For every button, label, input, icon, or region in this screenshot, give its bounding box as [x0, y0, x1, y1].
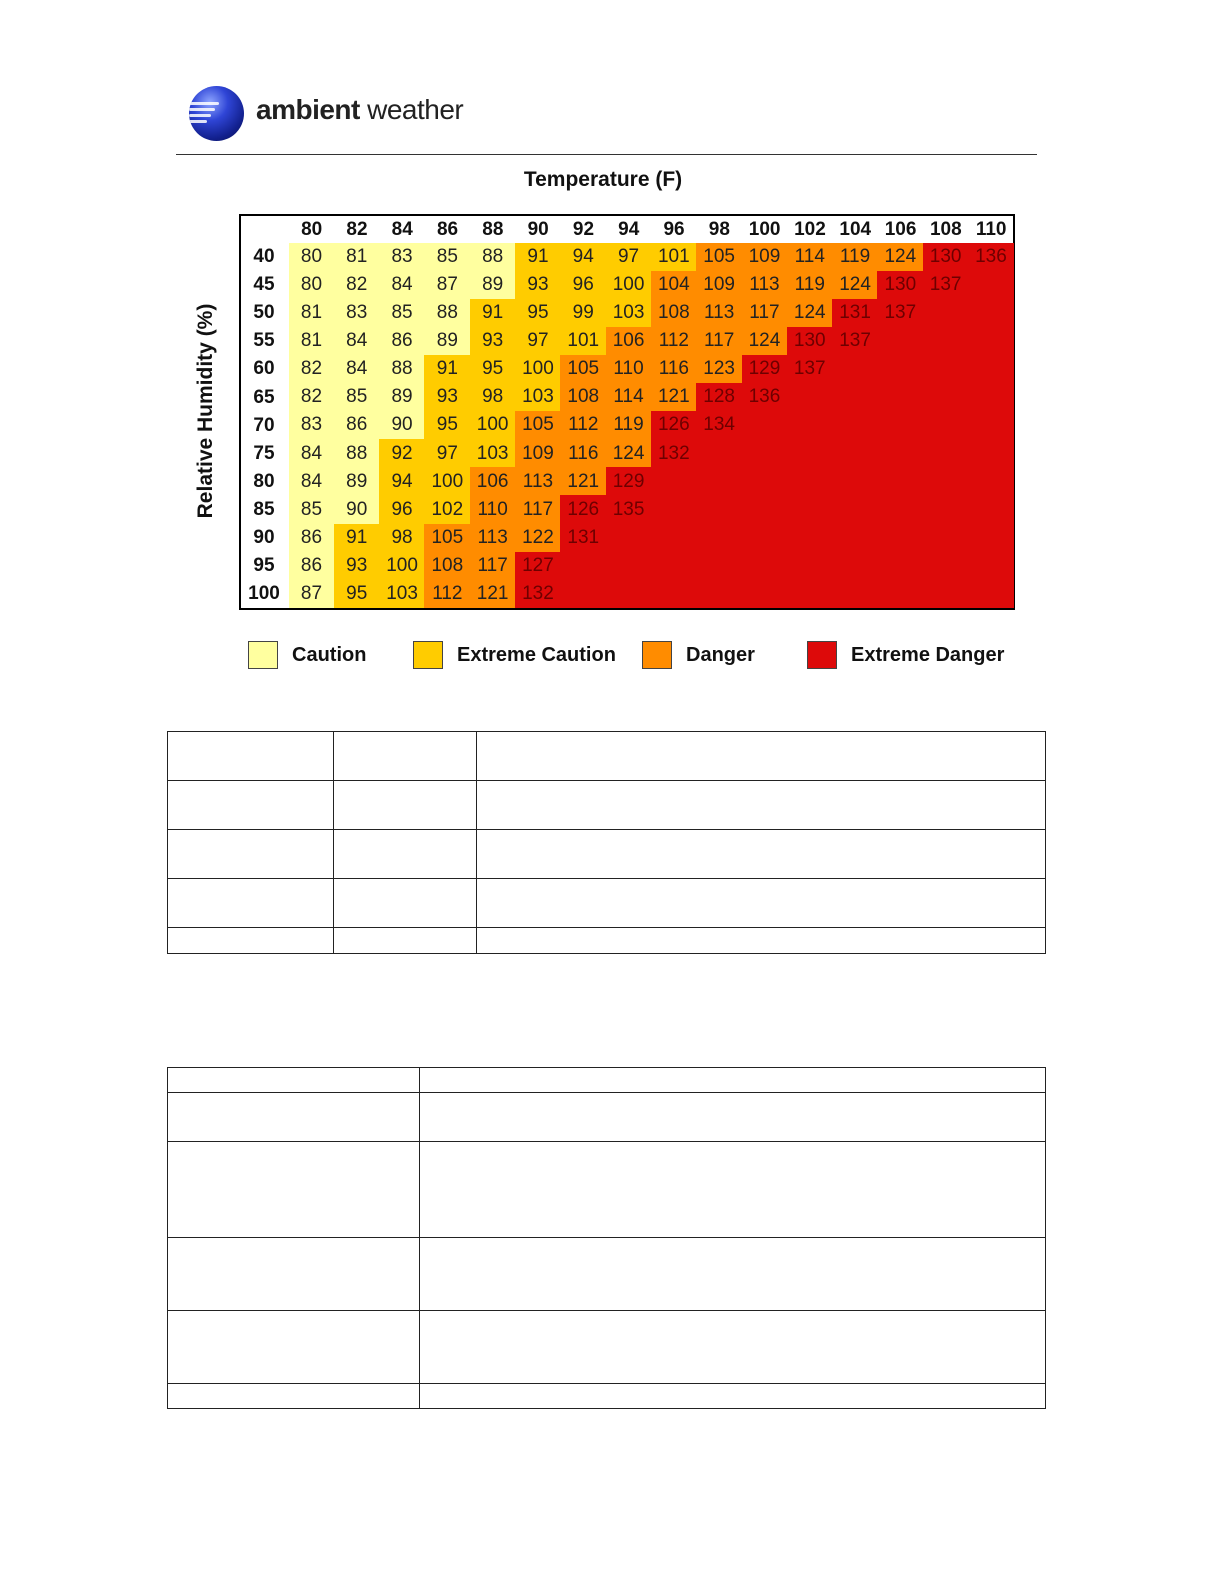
heat-index-cell: 130 — [923, 243, 969, 272]
heat-index-cell: 85 — [379, 299, 425, 328]
heat-index-cell — [560, 580, 606, 609]
heat-index-cell: 104 — [651, 271, 697, 300]
heat-index-cell: 122 — [515, 524, 561, 553]
heat-index-cell — [742, 439, 788, 468]
heat-index-cell — [832, 524, 878, 553]
heat-index-cell — [651, 495, 697, 524]
legend-swatch — [807, 641, 837, 669]
table-row — [168, 1311, 1046, 1384]
humidity-header: 40 — [253, 246, 275, 268]
humidity-header: 95 — [253, 555, 275, 577]
heat-index-cell: 119 — [832, 243, 878, 272]
heat-index-cell: 98 — [470, 383, 516, 412]
temperature-header: 96 — [663, 218, 685, 240]
heat-index-cell: 90 — [379, 411, 425, 440]
heat-index-cell: 109 — [696, 271, 742, 300]
legend-item — [413, 639, 616, 671]
heat-index-cell — [968, 383, 1014, 412]
temperature-header: 92 — [572, 218, 595, 240]
temperature-header: 82 — [346, 218, 368, 240]
heat-index-cell: 124 — [606, 439, 652, 468]
heat-index-cell: 137 — [923, 271, 969, 300]
heat-index-cell — [832, 552, 878, 581]
heat-index-cell — [923, 552, 969, 581]
heat-index-cell: 119 — [606, 411, 652, 440]
heat-index-cell: 100 — [424, 467, 470, 496]
heat-index-cell — [877, 524, 923, 553]
heat-index-cell: 131 — [832, 299, 878, 328]
heat-index-grid — [289, 243, 1015, 610]
heat-index-cell — [923, 439, 969, 468]
heat-index-cell: 88 — [379, 355, 425, 384]
heat-index-cell: 99 — [560, 299, 606, 328]
table-row — [168, 879, 1046, 928]
heat-index-cell: 130 — [877, 271, 923, 300]
legend-swatch — [413, 641, 443, 669]
humidity-header: 85 — [253, 498, 275, 520]
table-row — [168, 928, 1046, 954]
heat-index-cell: 81 — [289, 327, 335, 356]
heat-index-cell: 126 — [560, 495, 606, 524]
heat-index-cell — [968, 271, 1014, 300]
heat-index-cell: 86 — [334, 411, 380, 440]
heat-index-cell: 91 — [334, 524, 380, 553]
heat-index-cell: 87 — [289, 580, 335, 609]
heat-index-cell: 100 — [515, 355, 561, 384]
brand-name: ambient weather — [256, 94, 464, 125]
heat-index-cell: 86 — [379, 327, 425, 356]
humidity-header: 50 — [253, 302, 275, 324]
heat-index-cell — [696, 439, 742, 468]
heat-index-cell: 105 — [515, 411, 561, 440]
temperature-header: 90 — [527, 218, 549, 240]
heat-index-cell — [923, 467, 969, 496]
heat-index-cell — [923, 411, 969, 440]
legend-swatch — [642, 641, 672, 669]
heat-index-cell — [923, 383, 969, 412]
heat-index-cell: 100 — [606, 271, 652, 300]
legend-item — [248, 639, 366, 671]
y-axis-label: Relative Humidity (%) — [194, 303, 217, 519]
heat-index-cell: 117 — [515, 495, 561, 524]
heat-index-cell: 82 — [334, 271, 380, 300]
heat-index-cell: 112 — [424, 580, 470, 609]
heat-index-cell — [877, 495, 923, 524]
heat-index-cell — [968, 524, 1014, 553]
heat-index-cell: 91 — [515, 243, 561, 272]
heat-index-cell: 129 — [742, 355, 788, 384]
heat-index-cell: 121 — [470, 580, 516, 609]
temperature-header: 110 — [975, 218, 1007, 240]
temperature-header: 106 — [884, 218, 917, 240]
heat-index-cell: 89 — [470, 271, 516, 300]
heat-index-cell — [696, 495, 742, 524]
temperature-header: 84 — [391, 218, 413, 240]
heat-index-cell: 93 — [515, 271, 561, 300]
heat-index-cell — [742, 524, 788, 553]
heat-index-cell: 135 — [606, 495, 652, 524]
humidity-header: 45 — [253, 274, 275, 296]
heat-index-cell: 121 — [651, 383, 697, 412]
table-row — [168, 781, 1046, 830]
chart-title: Temperature (F) — [523, 168, 683, 191]
heat-index-cell: 113 — [742, 271, 788, 300]
heat-index-cell: 137 — [877, 299, 923, 328]
heat-index-cell: 95 — [515, 299, 561, 328]
humidity-header: 55 — [253, 330, 275, 352]
heat-index-cell: 103 — [606, 299, 652, 328]
heat-index-cell: 97 — [424, 439, 470, 468]
temperature-header: 102 — [794, 218, 826, 240]
heat-index-cell — [877, 439, 923, 468]
heat-index-cell: 81 — [334, 243, 380, 272]
heat-index-cell: 93 — [470, 327, 516, 356]
heat-index-cell: 134 — [696, 411, 742, 440]
table-row — [168, 1142, 1046, 1238]
heat-index-cell: 80 — [289, 243, 335, 272]
heat-index-cell: 117 — [742, 299, 788, 328]
heat-index-cell — [832, 355, 878, 384]
humidity-header: 80 — [253, 470, 275, 492]
heat-index-cell — [696, 467, 742, 496]
legend-swatch — [248, 641, 278, 669]
heat-index-cell: 84 — [379, 271, 425, 300]
heat-index-cell: 124 — [832, 271, 878, 300]
heat-index-cell: 96 — [379, 495, 425, 524]
heat-index-cell: 84 — [289, 467, 335, 496]
heat-index-cell: 103 — [470, 439, 516, 468]
heat-index-cell: 117 — [470, 552, 516, 581]
heat-index-cell: 85 — [424, 243, 470, 272]
heat-index-cell — [923, 327, 969, 356]
heat-index-cell: 109 — [742, 243, 788, 272]
heat-index-cell — [696, 552, 742, 581]
heat-index-cell — [651, 580, 697, 609]
heat-index-cell: 129 — [606, 467, 652, 496]
heat-index-cell: 95 — [424, 411, 470, 440]
heat-index-cell — [832, 439, 878, 468]
heat-index-cell: 109 — [515, 439, 561, 468]
humidity-header: 70 — [253, 414, 275, 436]
heat-index-cell: 95 — [470, 355, 516, 384]
heat-index-cell — [606, 580, 652, 609]
heat-index-cell: 114 — [787, 243, 833, 272]
humidity-header: 65 — [253, 386, 275, 408]
heat-index-cell: 89 — [424, 327, 470, 356]
temperature-header: 104 — [839, 218, 872, 240]
heat-index-cell: 112 — [560, 411, 606, 440]
heat-index-cell: 124 — [742, 327, 788, 356]
heat-index-cell — [877, 383, 923, 412]
heat-index-cell: 86 — [289, 524, 335, 553]
heat-index-cell: 100 — [379, 552, 425, 581]
heat-index-cell — [968, 327, 1014, 356]
heat-index-cell — [560, 552, 606, 581]
heat-index-cell: 112 — [651, 327, 697, 356]
table-row — [168, 1384, 1046, 1409]
heat-index-cell: 124 — [787, 299, 833, 328]
heat-index-cell: 105 — [424, 524, 470, 553]
temperature-header: 100 — [748, 218, 781, 240]
heat-index-cell — [606, 552, 652, 581]
table-row — [168, 830, 1046, 879]
heat-index-cell: 93 — [424, 383, 470, 412]
heat-index-cell — [968, 299, 1014, 328]
heat-index-cell: 128 — [696, 383, 742, 412]
heat-index-cell — [877, 467, 923, 496]
temperature-header: 94 — [618, 218, 640, 240]
heat-index-cell: 121 — [560, 467, 606, 496]
heat-index-cell: 101 — [560, 327, 606, 356]
temperature-header: 108 — [929, 218, 962, 240]
heat-index-cell: 136 — [968, 243, 1014, 272]
heat-index-cell: 126 — [651, 411, 697, 440]
heat-index-cell: 136 — [742, 383, 788, 412]
heat-index-cell — [742, 495, 788, 524]
heat-index-cell: 84 — [289, 439, 335, 468]
heat-index-cell: 132 — [651, 439, 697, 468]
heat-index-cell: 137 — [787, 355, 833, 384]
heat-index-cell — [742, 552, 788, 581]
table-row — [168, 1068, 1046, 1093]
heat-index-cell — [923, 299, 969, 328]
heat-index-cell: 127 — [515, 552, 561, 581]
header-divider — [176, 154, 1037, 155]
heat-index-cell: 101 — [651, 243, 697, 272]
temperature-header: 98 — [708, 218, 730, 240]
heat-index-cell: 106 — [606, 327, 652, 356]
heat-index-cell — [787, 383, 833, 412]
heat-index-cell — [832, 495, 878, 524]
legend-label: Extreme Danger — [851, 643, 1005, 666]
heat-index-cell: 106 — [470, 467, 516, 496]
heat-index-cell: 119 — [787, 271, 833, 300]
heat-index-cell — [787, 495, 833, 524]
heat-index-cell: 97 — [606, 243, 652, 272]
heat-index-cell — [787, 411, 833, 440]
heat-index-cell: 93 — [334, 552, 380, 581]
heat-index-cell — [651, 467, 697, 496]
heat-index-cell: 91 — [424, 355, 470, 384]
heat-index-cell — [968, 411, 1014, 440]
heat-index-cell: 88 — [470, 243, 516, 272]
heat-index-cell — [877, 327, 923, 356]
heat-index-cell — [877, 580, 923, 609]
heat-index-cell: 100 — [470, 411, 516, 440]
humidity-header: 60 — [253, 358, 275, 380]
heat-index-cell: 94 — [379, 467, 425, 496]
heat-index-cell — [787, 524, 833, 553]
legend-label: Extreme Caution — [457, 643, 616, 666]
heat-index-cell: 116 — [560, 439, 606, 468]
heat-index-cell — [696, 524, 742, 553]
heat-index-cell: 124 — [877, 243, 923, 272]
heat-index-cell — [606, 524, 652, 553]
heat-index-cell: 123 — [696, 355, 742, 384]
heat-index-cell — [968, 580, 1014, 609]
heat-index-cell — [877, 411, 923, 440]
heat-index-cell — [651, 552, 697, 581]
heat-index-cell: 85 — [334, 383, 380, 412]
heat-index-cell: 108 — [424, 552, 470, 581]
heat-index-cell — [923, 355, 969, 384]
heat-index-cell — [877, 552, 923, 581]
table-row — [168, 1238, 1046, 1311]
heat-index-cell: 83 — [334, 299, 380, 328]
heat-index-cell: 108 — [651, 299, 697, 328]
heat-index-cell — [968, 355, 1014, 384]
heat-index-cell — [877, 355, 923, 384]
heat-index-cell: 113 — [470, 524, 516, 553]
heat-index-cell: 84 — [334, 327, 380, 356]
temperature-header: 80 — [301, 218, 323, 240]
heat-index-cell — [696, 580, 742, 609]
heat-index-cell — [742, 411, 788, 440]
heat-index-cell: 91 — [470, 299, 516, 328]
heat-index-cell: 87 — [424, 271, 470, 300]
heat-index-cell — [832, 411, 878, 440]
table-row — [168, 732, 1046, 781]
humidity-header: 75 — [253, 442, 275, 464]
heat-index-cell: 82 — [289, 383, 335, 412]
legend-item — [807, 639, 1004, 671]
empty-table-1 — [167, 731, 1046, 954]
heat-index-cell: 86 — [289, 552, 335, 581]
heat-index-cell: 132 — [515, 580, 561, 609]
heat-index-cell: 96 — [560, 271, 606, 300]
heat-index-cell — [742, 580, 788, 609]
heat-index-cell: 117 — [696, 327, 742, 356]
heat-index-cell: 83 — [379, 243, 425, 272]
heat-index-cell: 116 — [651, 355, 697, 384]
heat-index-cell: 98 — [379, 524, 425, 553]
temperature-header: 86 — [436, 218, 459, 240]
heat-index-cell — [923, 524, 969, 553]
heat-index-cell: 108 — [560, 383, 606, 412]
heat-index-cell — [832, 383, 878, 412]
heat-index-cell: 94 — [560, 243, 606, 272]
heat-index-cell: 83 — [289, 411, 335, 440]
heat-index-cell: 88 — [424, 299, 470, 328]
globe-logo-icon — [189, 86, 244, 141]
heat-index-cell: 130 — [787, 327, 833, 356]
heat-index-cell — [651, 524, 697, 553]
empty-table-2 — [167, 1067, 1046, 1409]
heat-index-cell — [787, 580, 833, 609]
heat-index-cell: 85 — [289, 495, 335, 524]
heat-index-cell — [968, 495, 1014, 524]
heat-index-cell: 95 — [334, 580, 380, 609]
heat-index-cell: 80 — [289, 271, 335, 300]
heat-index-cell — [923, 580, 969, 609]
legend-label: Caution — [292, 643, 367, 666]
heat-index-cell: 102 — [424, 495, 470, 524]
ambient-weather-logo — [189, 86, 489, 144]
legend-label: Danger — [686, 643, 755, 666]
humidity-header: 100 — [248, 583, 280, 605]
heat-index-cell: 97 — [515, 327, 561, 356]
table-row — [168, 1093, 1046, 1142]
heat-index-cell: 81 — [289, 299, 335, 328]
heat-index-cell: 113 — [515, 467, 561, 496]
heat-index-cell: 105 — [696, 243, 742, 272]
legend-item — [642, 639, 755, 671]
heat-index-cell — [832, 580, 878, 609]
heat-index-cell: 88 — [334, 439, 380, 468]
heat-index-cell: 89 — [334, 467, 380, 496]
heat-index-cell — [968, 552, 1014, 581]
heat-index-cell: 92 — [379, 439, 425, 468]
heat-index-cell: 82 — [289, 355, 335, 384]
heat-index-cell: 103 — [515, 383, 561, 412]
heat-index-cell: 84 — [334, 355, 380, 384]
humidity-header: 90 — [253, 527, 275, 549]
heat-index-cell: 137 — [832, 327, 878, 356]
heat-index-cell — [968, 439, 1014, 468]
temperature-header: 88 — [482, 218, 504, 240]
heat-index-cell: 110 — [470, 495, 516, 524]
heat-index-cell — [923, 495, 969, 524]
heat-index-cell — [787, 439, 833, 468]
heat-index-cell — [968, 467, 1014, 496]
heat-index-cell: 114 — [606, 383, 652, 412]
heat-index-cell: 89 — [379, 383, 425, 412]
heat-index-cell: 113 — [696, 299, 742, 328]
heat-index-cell: 110 — [606, 355, 652, 384]
heat-index-cell: 90 — [334, 495, 380, 524]
heat-index-cell: 131 — [560, 524, 606, 553]
heat-index-cell: 103 — [379, 580, 425, 609]
heat-index-cell — [787, 467, 833, 496]
heat-index-cell — [787, 552, 833, 581]
heat-index-cell — [742, 467, 788, 496]
heat-index-cell — [832, 467, 878, 496]
heat-index-cell: 105 — [560, 355, 606, 384]
